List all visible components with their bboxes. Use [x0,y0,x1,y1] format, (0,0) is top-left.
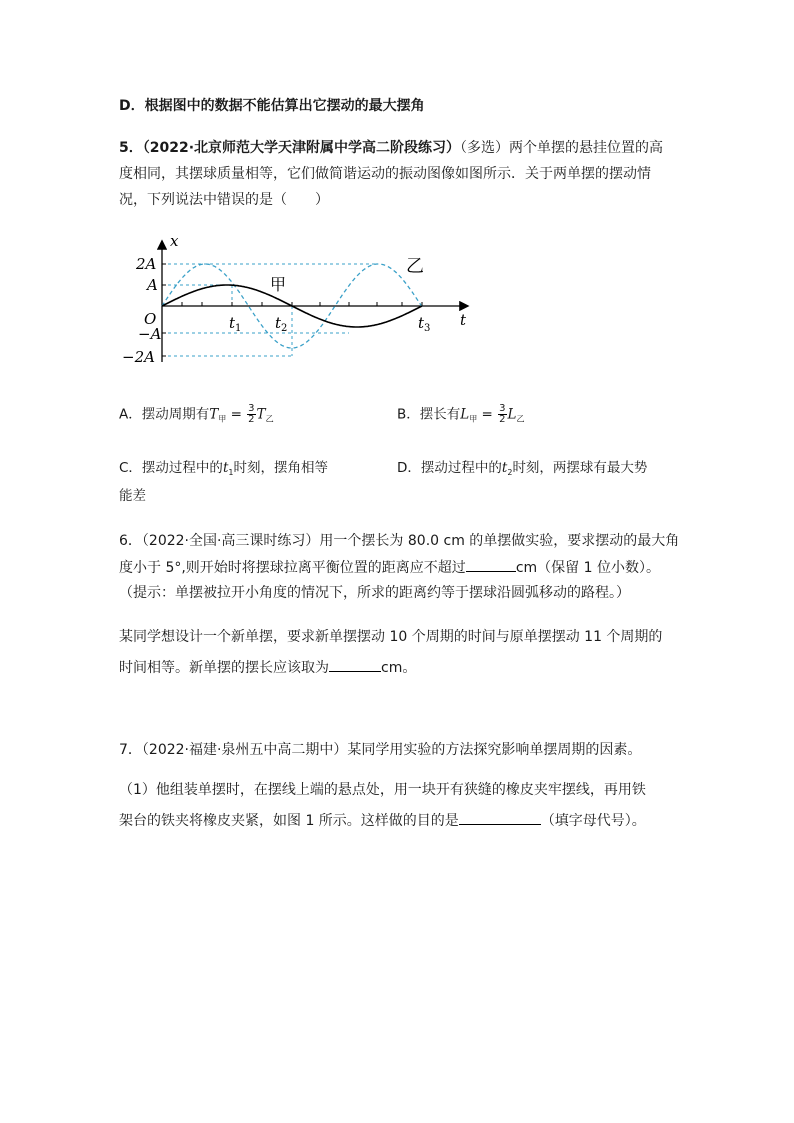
q7-blank[interactable] [459,810,541,825]
q5-option-b: B．摆长有$L_甲$ = $\frac{3}{2}$ $L_乙$ [397,403,525,425]
label-negA: −A [138,325,162,343]
axis-x-label: x [170,232,179,250]
q6-line1: 6．（2022·全国·高三课时练习）用一个摆长为 80.0 cm 的单摆做实验，要求摆动的最大角 [119,533,680,549]
q5-option-d: D．摆动过程中的$t_2$时刻，两摆球有最大势 [397,460,648,477]
q5-option-a: A．摆动周期有$T_甲$ = $\frac{3}{2}$ $T_乙$ [119,403,274,425]
label-t1: $t_1$ [229,314,242,334]
q5-line1 [119,138,663,158]
q7-line1: 7．（2022·福建·泉州五中高二期中）某同学用实验的方法探究影响单摆周期的因素。 [119,742,642,758]
q7-line3: 架台的铁夹将橡皮夹紧，如图 1 所示。这样做的目的是 （填字母代号）。 [119,810,646,831]
q5-line2: 度相同，其摆球质量相等，它们做简谐运动的振动图像如图所示．关于两单摆的摆动情 [119,166,651,182]
vibration-graph [112,232,482,372]
q5-source: 5．（2022·北京师范大学天津附属中学高二阶段练习） [119,140,461,156]
label-neg2A: −2A [122,348,155,366]
q5-option-d-cont: 能差 [119,488,146,504]
label-2A: 2A [136,255,157,273]
label-jia: 甲 [270,275,287,294]
q5-line1-rest: （多选）两个单摆的悬挂位置的高 [460,140,664,156]
label-t3: $t_3$ [418,314,431,334]
q6-blank-1[interactable] [466,557,516,572]
label-t2: $t_2$ [275,314,288,334]
q4-option-d: D．根据图中的数据不能估算出它摆动的最大摆角 [119,98,425,114]
q5-line3: 况，下列说法中错误的是（ ） [119,192,329,208]
q5-option-c: C．摆动过程中的$t_1$时刻，摆角相等 [119,460,328,477]
q6-blank-2[interactable] [329,657,381,672]
axis-t-label: t [460,311,467,329]
q6-line3: （提示：单摆被拉开小角度的情况下，所求的距离约等于摆球沿圆弧移动的路程。） [119,585,630,601]
label-A: A [147,276,158,294]
q6-line5: 时间相等。新单摆的摆长应该取为 cm。 [119,657,416,678]
label-yi: 乙 [406,256,424,277]
q6-line2: 度小于 5°,则开始时将摆球拉离平衡位置的距离应不超过 cm（保留 1 位小数）。 [119,557,660,578]
q7-line2: （1）他组装单摆时，在摆线上端的悬点处，用一块开有狭缝的橡皮夹牢摆线，再用铁 [119,782,646,798]
origin-label: O [144,310,157,328]
q6-line4: 某同学想设计一个新单摆，要求新单摆摆动 10 个周期的时间与原单摆摆动 11 个周期的 [119,629,663,645]
